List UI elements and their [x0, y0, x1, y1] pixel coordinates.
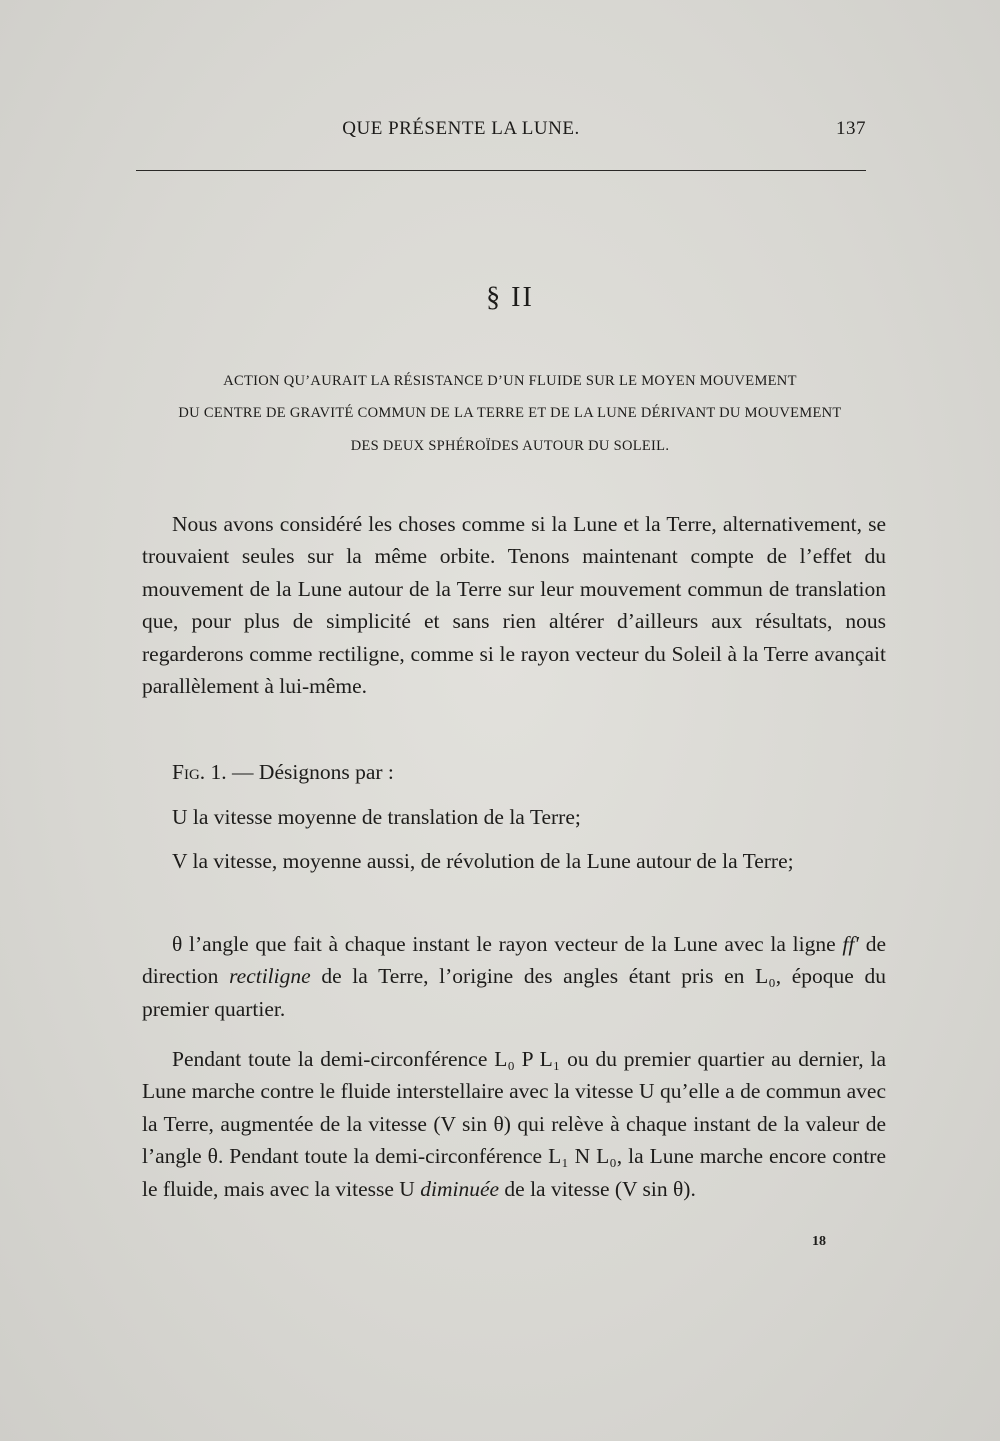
- half-circ-text-b: de la vitesse (V sin θ).: [499, 1176, 696, 1201]
- diminuee-emphasis: diminuée: [420, 1176, 500, 1201]
- theta-text-b: de direction: [142, 932, 886, 989]
- header-rule: [136, 170, 866, 171]
- paragraph-definition-v: V la vitesse, moyenne aussi, de révolution de la Lune autour de la Terre;: [172, 849, 794, 873]
- section-heading-line-1: ACTION QU’AURAIT LA RÉSISTANCE D’UN FLUIDE SUR LE MOYEN MOUVEMENT: [223, 373, 797, 389]
- paragraph-intro: Nous avons considéré les choses comme si la Lune et la Terre, alternativement, se trouvaient seules sur la même orbite. Tenons maintenant compte de l’effet du mouvement de la Lune autour de la Terre sur leur mouvement commun de translation que, pour plus de simplicité et sans rien altérer d’ailleurs aux résultats, nous regarderons comme rectiligne, comme si le rayon vecteur du Soleil à la Terre avançait parallèlement à lui-même.: [142, 512, 886, 699]
- paragraph-half-circumference: [142, 1043, 886, 1205]
- theta-text-c: de la Terre, l’origine des angles étant pris en L₀, époque du premier quartier.: [142, 964, 886, 1021]
- running-header: [136, 118, 866, 144]
- line-ff-label: ff′: [842, 932, 859, 956]
- half-circ-text-a: Pendant toute la demi-circonférence L₀ P L₁ ou du premier quartier au dernier, la Lune marche contre le fluide interstellaire avec la vitesse U qu’elle a de commun avec la Terre, augmentée de la vitesse (V sin θ) qui relève à chaque instant de la valeur de l’angle θ. Pendant toute la demi-circonférence L₁ N L₀, la Lune marche encore contre le fluide, mais avec la vitesse U: [142, 1047, 886, 1201]
- rectiligne-emphasis: rectiligne: [229, 964, 311, 989]
- theta-text-a: θ l’angle que fait à chaque instant le rayon vecteur de la Lune avec la ligne: [172, 932, 843, 956]
- section-mark: § II: [486, 282, 534, 313]
- page-number: 137: [836, 118, 866, 139]
- section-heading-line-3: DES DEUX SPHÉROÏDES AUTOUR DU SOLEIL.: [350, 438, 670, 454]
- signature-mark: 18: [812, 1234, 826, 1249]
- figure-ref-text: — Désignons par :: [232, 760, 394, 784]
- running-title: QUE PRÉSENTE LA LUNE.: [342, 118, 580, 139]
- paragraph-figure-ref: [172, 756, 872, 788]
- section-heading-line-2: DU CENTRE DE GRAVITÉ COMMUN DE LA TERRE ET DE LA LUNE DÉRIVANT DU MOUVEMENT: [178, 405, 842, 421]
- paragraph-definition-u: U la vitesse moyenne de translation de la Terre;: [172, 805, 581, 829]
- paragraph-definition-theta: [142, 928, 886, 1025]
- figure-label: Fig. 1.: [172, 760, 227, 784]
